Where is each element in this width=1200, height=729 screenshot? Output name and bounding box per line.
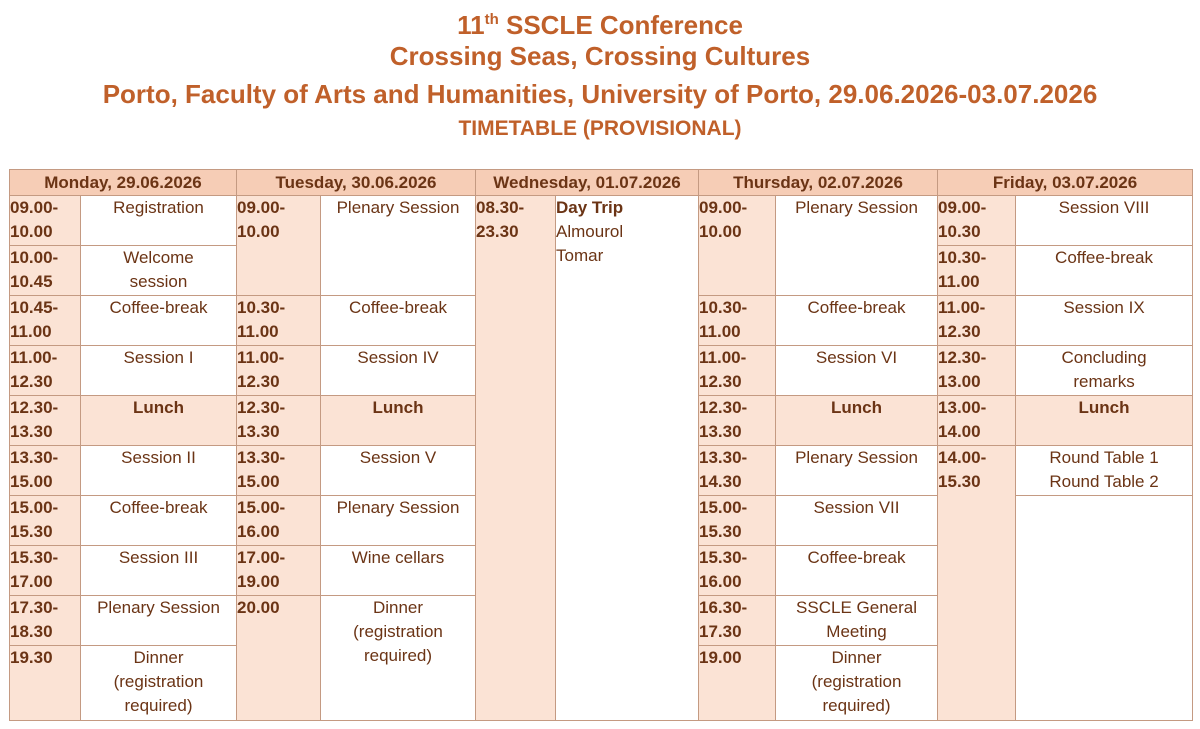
tue-activity: Coffee-break (321, 296, 476, 346)
mon-time: 17.30- 18.30 (10, 596, 81, 646)
tue-activity: Session IV (321, 346, 476, 396)
day-header-wednesday: Wednesday, 01.07.2026 (476, 170, 699, 196)
tue-time: 20.00 (237, 596, 321, 721)
mon-activity: Registration (81, 196, 237, 246)
timetable (9, 169, 1193, 721)
thu-time: 10.30- 11.00 (699, 296, 776, 346)
thu-activity: Session VII (776, 496, 938, 546)
mon-time: 15.30- 17.00 (10, 546, 81, 596)
tue-time: 15.00- 16.00 (237, 496, 321, 546)
day-header-tuesday: Tuesday, 30.06.2026 (237, 170, 476, 196)
mon-time: 13.30- 15.00 (10, 446, 81, 496)
mon-time: 09.00- 10.00 (10, 196, 81, 246)
mon-activity: Coffee-break (81, 296, 237, 346)
timetable-heading: TIMETABLE (PROVISIONAL) (458, 117, 742, 140)
fri-time: 09.00- 10.30 (938, 196, 1016, 246)
mon-activity: Session II (81, 446, 237, 496)
day-header-monday: Monday, 29.06.2026 (10, 170, 237, 196)
thu-activity: Plenary Session (776, 196, 938, 296)
thu-time: 12.30- 13.30 (699, 396, 776, 446)
thu-activity: Coffee-break (776, 546, 938, 596)
fri-activity: Round Table 1 Round Table 2 (1016, 446, 1193, 496)
mon-time: 12.30- 13.30 (10, 396, 81, 446)
mon-activity: Welcome session (81, 246, 237, 296)
conference-title: 11th SSCLE Conference (457, 10, 743, 40)
tue-time: 11.00- 12.30 (237, 346, 321, 396)
fri-activity: Lunch (1016, 396, 1193, 446)
tue-time: 10.30- 11.00 (237, 296, 321, 346)
thu-time: 15.00- 15.30 (699, 496, 776, 546)
wed-activity: Day Trip Almourol Tomar (556, 196, 699, 721)
thu-activity: Dinner (registration required) (776, 646, 938, 721)
fri-activity: Coffee-break (1016, 246, 1193, 296)
mon-activity: Session III (81, 546, 237, 596)
mon-activity: Dinner (registration required) (81, 646, 237, 721)
fri-time: 10.30- 11.00 (938, 246, 1016, 296)
tue-activity: Plenary Session (321, 496, 476, 546)
fri-empty-cell (1016, 496, 1193, 721)
mon-activity: Lunch (81, 396, 237, 446)
mon-time: 11.00- 12.30 (10, 346, 81, 396)
wed-time: 08.30- 23.30 (476, 196, 556, 721)
mon-time: 15.00- 15.30 (10, 496, 81, 546)
fri-time: 11.00- 12.30 (938, 296, 1016, 346)
fri-time: 12.30- 13.00 (938, 346, 1016, 396)
thu-activity: Lunch (776, 396, 938, 446)
tue-activity: Wine cellars (321, 546, 476, 596)
thu-time: 16.30- 17.30 (699, 596, 776, 646)
fri-activity: Session IX (1016, 296, 1193, 346)
tue-time: 09.00- 10.00 (237, 196, 321, 296)
thu-time: 13.30- 14.30 (699, 446, 776, 496)
thu-activity: Coffee-break (776, 296, 938, 346)
day-header-friday: Friday, 03.07.2026 (938, 170, 1193, 196)
conference-venue: Porto, Faculty of Arts and Humanities, University of Porto, 29.06.2026-03.07.2026 (102, 79, 1098, 109)
mon-activity: Plenary Session (81, 596, 237, 646)
fri-time: 14.00- 15.30 (938, 446, 1016, 721)
thu-activity: Plenary Session (776, 446, 938, 496)
mon-time: 19.30 (10, 646, 81, 721)
mon-time: 10.00- 10.45 (10, 246, 81, 296)
tue-activity: Dinner (registration required) (321, 596, 476, 721)
tue-activity: Lunch (321, 396, 476, 446)
mon-time: 10.45- 11.00 (10, 296, 81, 346)
day-header-thursday: Thursday, 02.07.2026 (699, 170, 938, 196)
conference-subtitle: Crossing Seas, Crossing Cultures (389, 41, 811, 71)
tue-time: 13.30- 15.00 (237, 446, 321, 496)
fri-activity: Concluding remarks (1016, 346, 1193, 396)
mon-activity: Coffee-break (81, 496, 237, 546)
fri-activity: Session VIII (1016, 196, 1193, 246)
thu-time: 15.30- 16.00 (699, 546, 776, 596)
thu-time: 19.00 (699, 646, 776, 721)
tue-activity: Session V (321, 446, 476, 496)
tue-activity: Plenary Session (321, 196, 476, 296)
thu-activity: SSCLE General Meeting (776, 596, 938, 646)
fri-time: 13.00- 14.00 (938, 396, 1016, 446)
thu-time: 09.00- 10.00 (699, 196, 776, 296)
tue-time: 17.00- 19.00 (237, 546, 321, 596)
thu-activity: Session VI (776, 346, 938, 396)
tue-time: 12.30- 13.30 (237, 396, 321, 446)
mon-activity: Session I (81, 346, 237, 396)
thu-time: 11.00- 12.30 (699, 346, 776, 396)
